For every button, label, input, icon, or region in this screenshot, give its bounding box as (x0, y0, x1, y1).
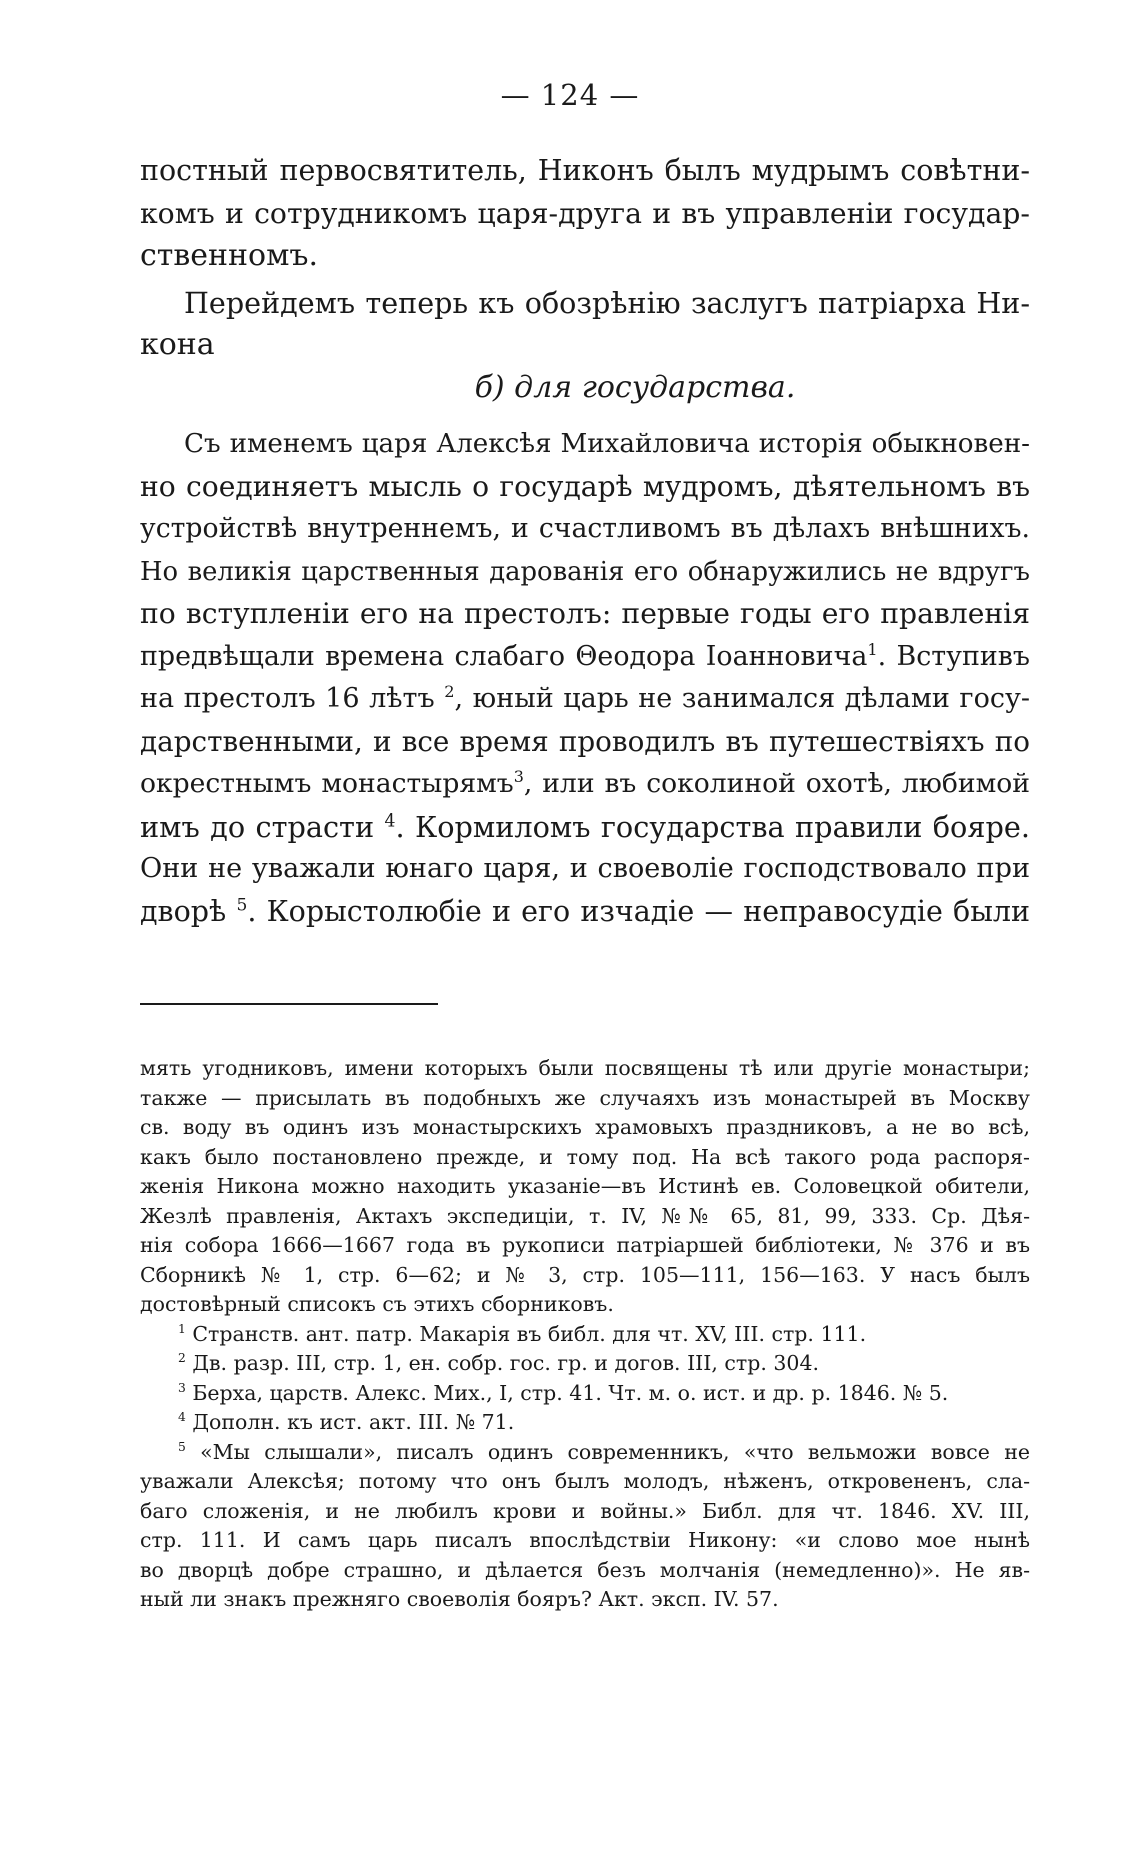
text-line: Перейдемъ теперь къ обозрѣнію заслугъ патріарха Ни- (184, 285, 1030, 320)
footnote-divider (140, 1003, 438, 1005)
text-line: дарственными, и все время проводилъ въ путешествіяхъ по (140, 724, 1030, 758)
text-line: Но великія царственныя дарованія его обнаружились не вдругъ (140, 556, 1030, 587)
footnote-line: уважали Алексѣя; потому что онъ былъ молодъ, нѣженъ, откровененъ, сла- (140, 1469, 1030, 1493)
page-number: — 124 — (500, 78, 640, 112)
text-segment: . Кормиломъ государства правили бояре. (395, 809, 1030, 844)
text-segment: на престолъ 16 лѣтъ (140, 683, 435, 714)
text-segment: , юный царь не занимался дѣлами госу- (454, 683, 1030, 714)
text-segment: . Вступивъ (877, 640, 1030, 672)
text-line: по вступленіи его на престолъ: первые годы его правленія (140, 597, 1030, 630)
footnote-line: мять угодниковъ, имени которыхъ были посвящены тѣ или другіе монастыри; (140, 1056, 1030, 1080)
footnote-3 (140, 1379, 1030, 1409)
main-text (140, 150, 1030, 933)
text-segment: предвѣщали времена слабаго Θеодора Іоанновича (140, 640, 868, 672)
text-line (140, 806, 1030, 849)
footnote-line: св. воду въ одинъ изъ монастырскихъ храмовыхъ праздниковъ, а не во всѣ, (140, 1115, 1030, 1139)
section-heading: б) для государства. (474, 369, 796, 405)
footnote-1 (140, 1320, 1030, 1350)
footnote-ref: 2 (444, 682, 455, 701)
footnote-line: женія Никона можно находить указаніе—въ Истинѣ ев. Соловецкой обители, (140, 1174, 1030, 1198)
footnote-mark: 4 (178, 1410, 186, 1425)
text-segment: . Корыстолюбіе и его изчадіе — неправосудіе были (247, 894, 1030, 928)
footnote-text: Берха, царств. Алекс. Мих., I, стр. 41. Чт. м. о. ист. и др. р. 1846. № 5. (185, 1380, 949, 1405)
footnote-text: Странств. ант. патр. Макарія въ библ. для чт. XV, III. стр. 111. (185, 1321, 867, 1346)
footnote-line: Сборникѣ № 1, стр. 6—62; и № 3, стр. 105—111, 156—163. У насъ былъ (140, 1262, 1030, 1287)
footnote-ref: 5 (236, 895, 248, 915)
footnote-mark: 3 (178, 1380, 186, 1395)
footnote-line: стр. 111. И самъ царь писалъ впослѣдствіи Никону: «и слово мое нынѣ (140, 1528, 1030, 1552)
footnote-ref: 4 (384, 810, 396, 831)
footnote-ref: 3 (513, 767, 524, 787)
footnote-mark: 1 (178, 1321, 186, 1336)
footnote-mark: 5 (178, 1439, 186, 1454)
text-line: устройствѣ внутреннемъ, и счастливомъ въ дѣлахъ внѣшнихъ. (140, 513, 1030, 544)
text-segment: имъ до страсти (140, 809, 375, 844)
text-segment: , или въ соколиной охотѣ, любимой (523, 768, 1030, 799)
text-line: кона (140, 327, 215, 362)
footnote-line: ный ли знакъ прежняго своеволія бояръ? Акт. эксп. IV. 57. (140, 1587, 779, 1611)
footnotes (140, 1054, 1030, 1615)
footnote-mark: 2 (178, 1351, 186, 1366)
footnote-line: нія собора 1666—1667 года въ рукописи патріаршей библіотеки, № 376 и въ (140, 1233, 1030, 1257)
footnote-line: также — присылать въ подобныхъ же случаяхъ изъ монастырей въ Москву (140, 1085, 1030, 1110)
text-line (140, 763, 1030, 806)
footnote-line: Жезлѣ правленія, Актахъ экспедиціи, т. IV, №№ 65, 81, 99, 333. Ср. Дѣя- (140, 1203, 1030, 1228)
footnote-text: Дв. разр. III, стр. 1, ен. собр. гос. гр. и догов. III, стр. 304. (185, 1351, 820, 1375)
footnote-text: «Мы слышали», писалъ одинъ современникъ, «что вельможи вовсе не (185, 1439, 1030, 1464)
footnote-ref: 1 (867, 639, 878, 659)
footnote-5 (140, 1438, 1030, 1468)
text-line (140, 636, 1030, 679)
footnote-line: какъ было постановлено прежде, и тому под. На всѣ такого рода распоря- (140, 1144, 1030, 1169)
text-line: комъ и сотрудникомъ царя-друга и въ управленіи государ- (140, 196, 1030, 230)
footnote-line: во дворцѣ добре страшно, и дѣлается безъ молчанія (немедленно)». Не яв- (140, 1557, 1030, 1582)
footnote-line: достовѣрный списокъ съ этихъ сборниковъ. (140, 1292, 614, 1316)
text-line: ственномъ. (140, 238, 319, 273)
text-line (140, 891, 1030, 934)
footnote-line: баго сложенія, и не любилъ крови и войны.» Библ. для чт. 1846. XV. III, (140, 1498, 1030, 1523)
footnote-4 (140, 1408, 1030, 1438)
footnote-2 (140, 1349, 1030, 1379)
text-line (140, 678, 1030, 721)
text-line: но соединяетъ мысль о государѣ мудромъ, дѣятельномъ въ (140, 469, 1030, 503)
footnote-text: Дополн. къ ист. акт. III. № 71. (185, 1410, 515, 1434)
text-line: Съ именемъ царя Алексѣя Михайловича исторія обыкновен- (184, 429, 1030, 459)
text-line: постный первосвятитель, Никонъ былъ мудрымъ совѣтни- (140, 154, 1030, 187)
text-segment: окрестнымъ монастырямъ (140, 768, 514, 799)
text-line: Они не уважали юнаго царя, и своеволіе господствовало при (140, 853, 1030, 884)
text-segment: дворѣ (140, 894, 227, 928)
